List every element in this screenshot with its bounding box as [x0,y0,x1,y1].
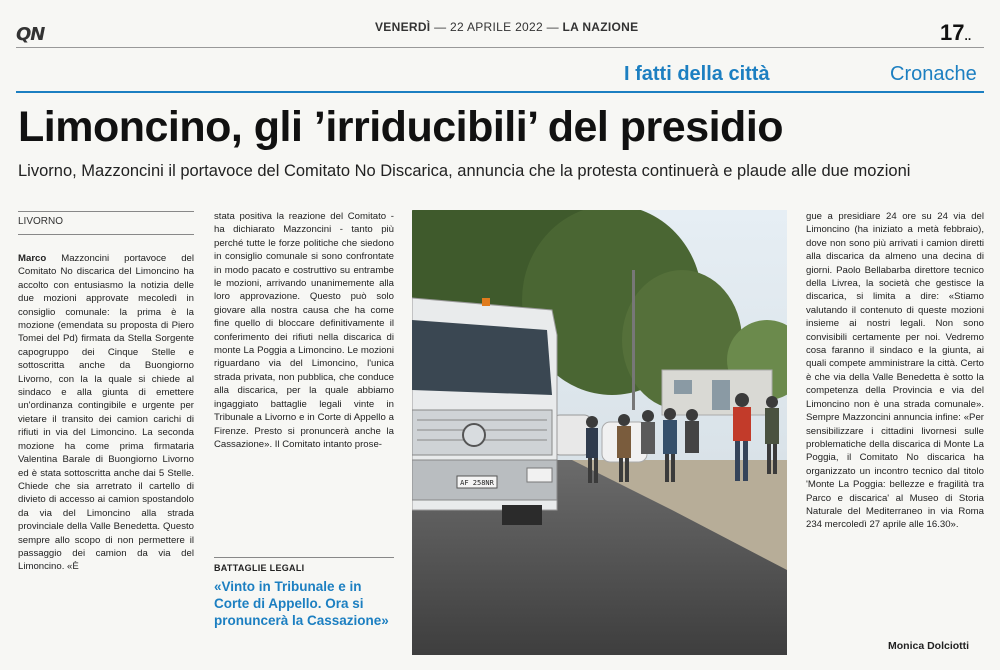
truck-headlight [527,468,552,482]
truck-windshield [412,320,552,395]
article-headline: Limoncino, gli ’irriducibili’ del presidio [18,103,784,151]
person-red-jacket [733,407,751,441]
article-column-1 [18,252,194,652]
date-label: — 22 APRILE 2022 — [434,20,559,34]
article-author: Monica Dolciotti [888,640,970,652]
dateline: LIVORNO [18,216,64,227]
garbage-truck [412,298,557,525]
section-title: I fatti della città [624,63,770,85]
license-plate-text: AF 258NR [460,479,494,487]
sidebar-box-label: BATTAGLIE LEGALI [214,563,305,573]
sidebar-box-rule [214,557,394,558]
dateline-rule-bottom [18,234,194,235]
page-number [940,20,971,46]
building-door [712,380,730,410]
section-category: Cronache [890,63,977,85]
page-number-value: 17 [940,20,965,45]
article-column-2: stata positiva la reazione del Comitato - ha dichiarato Mazzoncini - tanto più perché tutte le forze politiche che siedono in consiglio comunale si sono confrontate in modo pacato e costruttivo su entrambe le mozioni, arrivando unanimemente alla loro approvazione. Questo può solo giovare alla nostra causa che ha come fine quello di bloccare definitivamente il conferimento dei rifiuti nella discarica di monte La Poggia a Limoncino. Le mozioni riguardano via del Limoncino, l'unica strada privata, non pubblica, che conduce alla discarica, per la quale abbiamo ingaggiato battaglie legali vinte in Tribunale a Livorno e in Corte di Appello a Firenze. Presto si pronuncerà anche la Cassazione». Il Comitato intanto prose- [214,211,394,450]
truck-emblem [463,424,485,446]
lead-word: Marco [18,253,47,264]
article-photo [412,210,787,655]
utility-pole [632,270,635,410]
article-column-3: gue a presidiare 24 ore su 24 via del Limoncino (ha iniziato a metà febbraio), dove non sono più arrivati i camion diretti alla discarica da almeno una decina di giorni. Paolo Bellabarba direttore tecnico della Livrea, la società che gestisce la discarica, si limita a dire: «Stiamo valutando il contenuto di queste mozioni insieme ai nostri legali. Non sono convisibili certamente per noi. Vedremo cosa faranno il sindaco e la giunta, ai quali compete amministrare la città. Certo è che via della Valle Benedetta è sotto la competenza della Provincia e via del Limoncino non è una strada comunale». Sempre Mazzoncini annuncia infine: «Per sensibilizzare i cittadini livornesi sulle problematiche della discarica di Monte La Poggia, il Comitato No discarica ha organizzato un incontro tecnico dal titolo 'Monte La Poggia: bellezze e fragilità tra Parco e discarica' al Museo di Storia Naturale del Mediterraneo in via Roma 234 mercoledì 27 aprile alle 16.30». [806,211,984,531]
top-rule [16,47,984,48]
truck-beacon [482,298,490,306]
newspaper-logo: QN [16,24,45,45]
truck-wheel [502,505,542,525]
sidebar-box-quote: «Vinto in Tribunale e in Corte di Appello. Ora si pronuncerà la Cassazione» [214,579,389,628]
day-label: VENERDÌ [375,20,431,34]
building-window [674,380,692,394]
article-subheadline: Livorno, Mazzoncini il portavoce del Comitato No Discarica, annuncia che la protesta continuerà e plaude alle due mozioni [18,162,911,180]
newspaper-name: LA NAZIONE [562,20,639,34]
column-1-text: Mazzoncini portavoce del Comitato No discarica del Limoncino ha accolto con entusiasmo la notizia delle due mozioni approvate mecoledì in consiglio comunale: la prima è la mozione (emendata su proposta di Piero Tomei del Pd) firmata da Stella Sorgente capogruppo dei Cinque Stelle e sottoscritta anche da Buongiorno Livorno, con la la quale si chiede al sindaco e alla giunta di emettere un'ordinanza contingibile e urgente per vietare il transito dei camion carichi di rifiuti in via del Limoncino. La seconda mozione ha come prima firmataria Valentina Barale di Buongiorno Livorno ed è stata sottoscritta anche dai 5 Stelle. Chiede che sia arretrato il cartello di divieto di accesso ai camion spostandolo da via del Limoncino alla strada provinciale della Valle Benedetta. Questo sempre allo scopo di non permettere il passaggio dei camion da via del Limoncino. «È [18,253,194,573]
page-mark: .. [964,29,972,43]
dateline-rule-top [18,211,194,212]
masthead [375,20,638,34]
section-rule [16,91,984,93]
